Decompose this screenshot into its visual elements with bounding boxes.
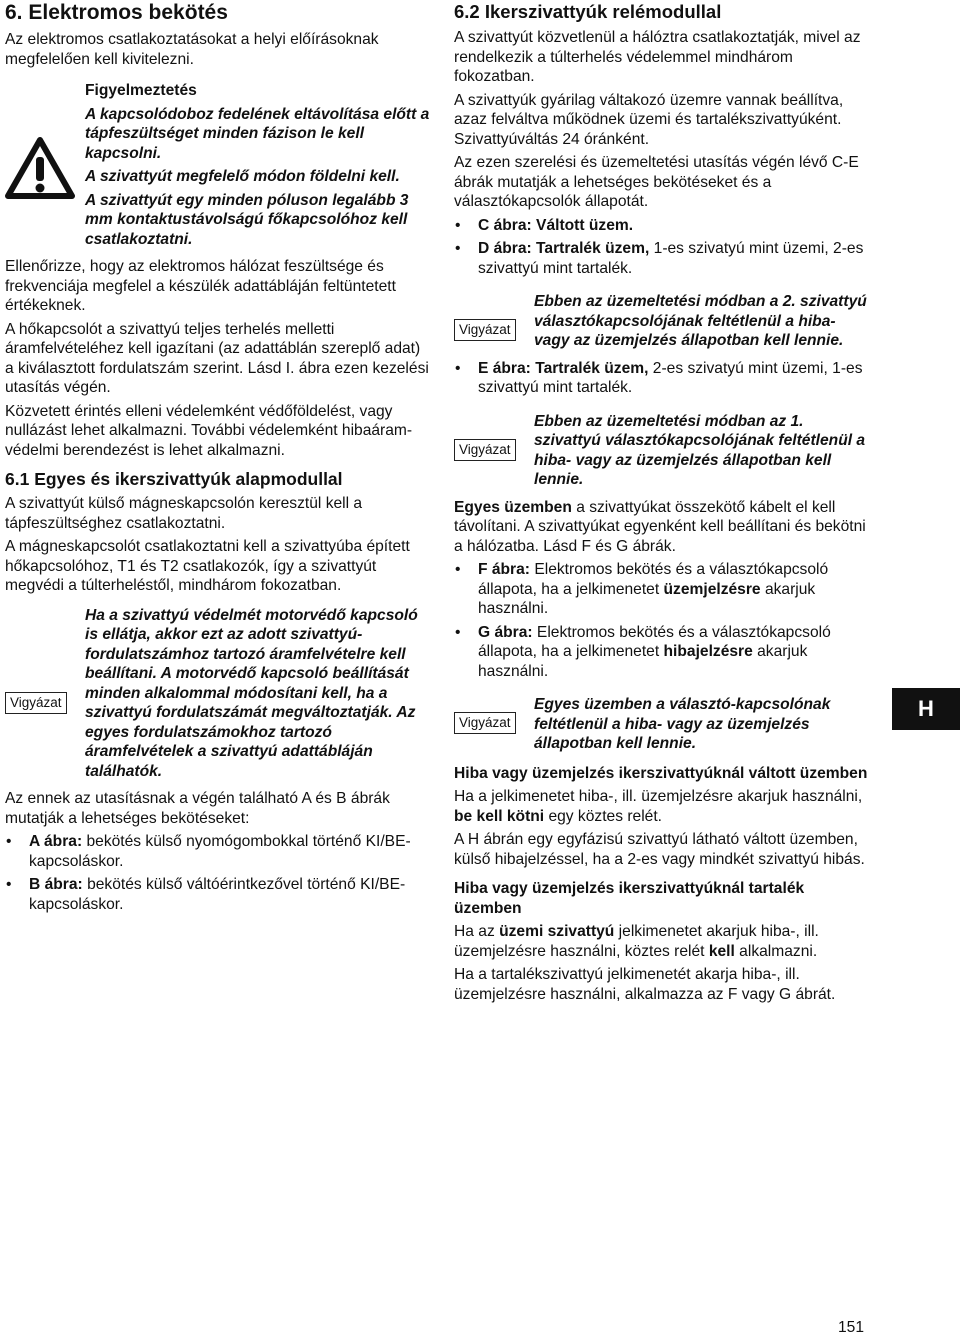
inline-bold: Egyes üzemben <box>454 498 572 516</box>
paragraph: Közvetett érintés elleni védelemként védőföldelést, vagy nullázást lehet alkalmazni. További védelemként hibaáram-védelmi berendezést is lehet alkalmazni. <box>5 402 413 459</box>
bullet-list <box>454 560 874 681</box>
paragraph: A szivattyúk gyárilag váltakozó üzemre vannak beállítva, azaz felváltva működnek üzemi és tartalékszivattyúként. Szivattyúváltás 24 óránként. <box>454 91 844 148</box>
list-item-text: 1-es szivatyú mint üzemi, 2-es szivattyú mint tartalék. <box>478 240 864 277</box>
inline-text: egy köztes relét. <box>544 807 662 825</box>
list-item-text: bekötés külső váltóérintkezővel történő KI/BE-kapcsoláskor. <box>29 876 406 913</box>
caution-label: Vigyázat <box>454 439 516 461</box>
inline-bold: üzemi szivattyú <box>499 923 615 940</box>
caution-block <box>454 695 874 754</box>
list-item-text: akarjuk használni. <box>478 580 816 617</box>
page-number: 151 <box>838 1319 865 1336</box>
intro-paragraph: Az elektromos csatlakoztatásokat a helyi előírásoknak megfelelően kell kivitelezni. <box>5 31 379 68</box>
subsection-heading: 6.2 Ikerszivattyúk relémodullal <box>454 1 722 22</box>
section-heading: 6. Elektromos bekötés <box>5 1 228 24</box>
caution-block <box>454 292 874 351</box>
warning-block <box>5 81 430 249</box>
paragraph: Ellenőrizze, hogy az elektromos hálózat feszültsége és frekvenciája megfelel a készülék adattábláján feltüntetett értékeknek. <box>5 258 396 314</box>
paragraph: A szivattyút közvetlenül a hálóztra csatlakoztatják, mivel az rendelkezik a túlterhelés védelemmel mindhárom fokozatban. <box>454 29 861 85</box>
list-item-bold: üzemjelzésre <box>663 580 761 598</box>
warning-triangle-icon <box>5 137 75 199</box>
list-item <box>454 623 874 682</box>
paragraph: A szivattyút külső mágneskapcsolón keresztül kell a tápfeszültséghez csatlakoztatni. <box>5 495 363 532</box>
caution-label: Vigyázat <box>454 319 516 341</box>
warning-line: A szivattyút megfelelő módon földelni kell. <box>85 168 400 185</box>
left-column <box>5 0 430 918</box>
list-item-bold: C ábra: Váltott üzem. <box>478 216 634 234</box>
list-item <box>5 832 430 871</box>
warning-title: Figyelmeztetés <box>85 82 197 99</box>
inline-bold: kell <box>708 942 735 960</box>
inline-text: jelkimenetet akarjuk hiba-, ill. üzemjelzésre használni, köztes relét <box>454 923 819 960</box>
paragraph <box>454 498 874 557</box>
list-item <box>454 239 874 278</box>
list-item-text: akarjuk használni. <box>478 643 808 680</box>
inline-text: Ha a jelkimenetet hiba-, ill. üzemjelzésre akarjuk használni, <box>454 788 863 805</box>
list-item-bold: F ábra: <box>478 561 530 578</box>
warning-line: A kapcsolódoboz fedelének eltávolítása előtt a tápfeszültséget minden fázison le kell kapcsolni. <box>85 105 430 162</box>
list-item <box>5 875 430 914</box>
caution-text: Ebben az üzemeltetési módban a 2. szivattyú választókapcsolójának feltétlenül a hiba- vagy az üzemjelzés állapotban kell lennie. <box>534 293 867 349</box>
paragraph: Az ennek az utasításnak a végén található A és B ábrák mutatják a lehetséges bekötéseket: <box>5 790 390 827</box>
warning-line: A szivattyút egy minden póluson legalább 3 mm kontaktustávolságú főkapcsolóhoz kell csatlakoztatni. <box>85 191 409 248</box>
bullet-list <box>454 216 874 279</box>
paragraph <box>454 787 874 826</box>
subsection-heading: 6.1 Egyes és ikerszivattyúk alapmodullal <box>5 469 343 489</box>
paragraph: A H ábrán egy egyfázisú szivattyú látható váltott üzemben, külső hibajelzéssel, ha a 2-es vagy mindkét szivattyú hibás. <box>454 831 865 868</box>
bullet-list <box>454 359 874 398</box>
list-item <box>454 359 874 398</box>
list-item-bold: E ábra: Tartralék üzem, <box>478 359 649 377</box>
list-item-text: Elektromos bekötés és a választókapcsoló állapota, ha a jelkimenetet <box>478 561 829 598</box>
list-item <box>454 216 874 236</box>
list-item <box>454 560 874 619</box>
list-item-text: 2-es szivatyú mint üzemi, 1-es szivattyú mint tartalék. <box>478 359 863 396</box>
list-item-bold: A ábra: <box>29 833 83 850</box>
list-item-bold: hibajelzésre <box>663 643 753 660</box>
caution-text: Ha a szivattyú védelmét motorvédő kapcsoló is ellátja, akkor ezt az adott szivattyú-fordulatszámhoz tartozó áramfelvételre kell beállítani. A motorvédő kapcsoló beállítását minden alkalommal módosítani kell, ha a szivattyú fordulatszámát megváltoztatják. Az egyes fordulatszámokhoz tartozó áramfelvételek a szivattyú adattábláján találhatók. <box>85 606 418 780</box>
paragraph: Ha a tartalékszivattyú jelkimenetét akarja hiba-, ill. üzemjelzésre használni, alkalmazza az F vagy G ábrát. <box>454 966 836 1003</box>
paragraph: Az ezen szerelési és üzemeltetési utasítás végén lévő C-E ábrák mutatják a lehetséges bekötéseket és a választókapcsolók állapotát. <box>454 154 859 210</box>
caution-text: Ebben az üzemeltetési módban az 1. szivattyú választókapcsolójának feltétlenül a hiba- vagy az üzemjelzés állapotban kell lennie. <box>534 412 866 488</box>
paragraph <box>454 922 874 961</box>
caution-text: Egyes üzemben a választó-kapcsolónak feltétlenül a hiba- vagy az üzemjelzés állapotban kell lennie. <box>534 696 831 752</box>
list-item-bold: B ábra: <box>29 876 83 893</box>
right-column <box>454 0 874 1008</box>
inline-text: Ha az <box>454 923 500 940</box>
bullet-list <box>5 832 430 914</box>
list-item-text: Elektromos bekötés és a választókapcsoló állapota, ha a jelkimenetet <box>478 623 831 660</box>
list-item-bold: G ábra: <box>478 623 533 641</box>
inline-text: alkalmazni. <box>734 942 818 960</box>
caution-block <box>454 412 874 490</box>
subheading: Hiba vagy üzemjelzés ikerszivattyúknál tartalék üzemben <box>454 880 805 917</box>
list-item-bold: D ábra: Tartralék üzem, <box>478 240 650 257</box>
caution-label: Vigyázat <box>454 712 516 734</box>
caution-block <box>5 606 430 782</box>
list-item-text: bekötés külső nyomógombokkal történő KI/BE-kapcsoláskor. <box>29 833 411 870</box>
language-tab: H <box>892 688 960 730</box>
inline-bold: be kell kötni <box>454 807 545 825</box>
paragraph: A hőkapcsolót a szivattyú teljes terhelés melletti áramfelvételéhez kell igazítani (az adattáblán szereplő adat) a kiválasztott fordulatszám szerint. Lásd I. ábra ezen kezelési utasítás végén. <box>5 320 429 396</box>
subheading: Hiba vagy üzemjelzés ikerszivattyúknál váltott üzemben <box>454 764 868 782</box>
caution-label: Vigyázat <box>5 692 67 714</box>
paragraph: A mágneskapcsolót csatlakoztatni kell a szivattyúba épített hőkapcsolóhoz, T1 és T2 csatlakozók, így a szivattyút megvédi a túlterheléstől, mindhárom fokozatban. <box>5 538 410 594</box>
inline-text: a szivattyúkat összekötő kábelt el kell távolítani. A szivattyúkat egyenként kell beállítani és bekötni a hálózatba. Lásd F és G ábrák. <box>454 498 866 555</box>
